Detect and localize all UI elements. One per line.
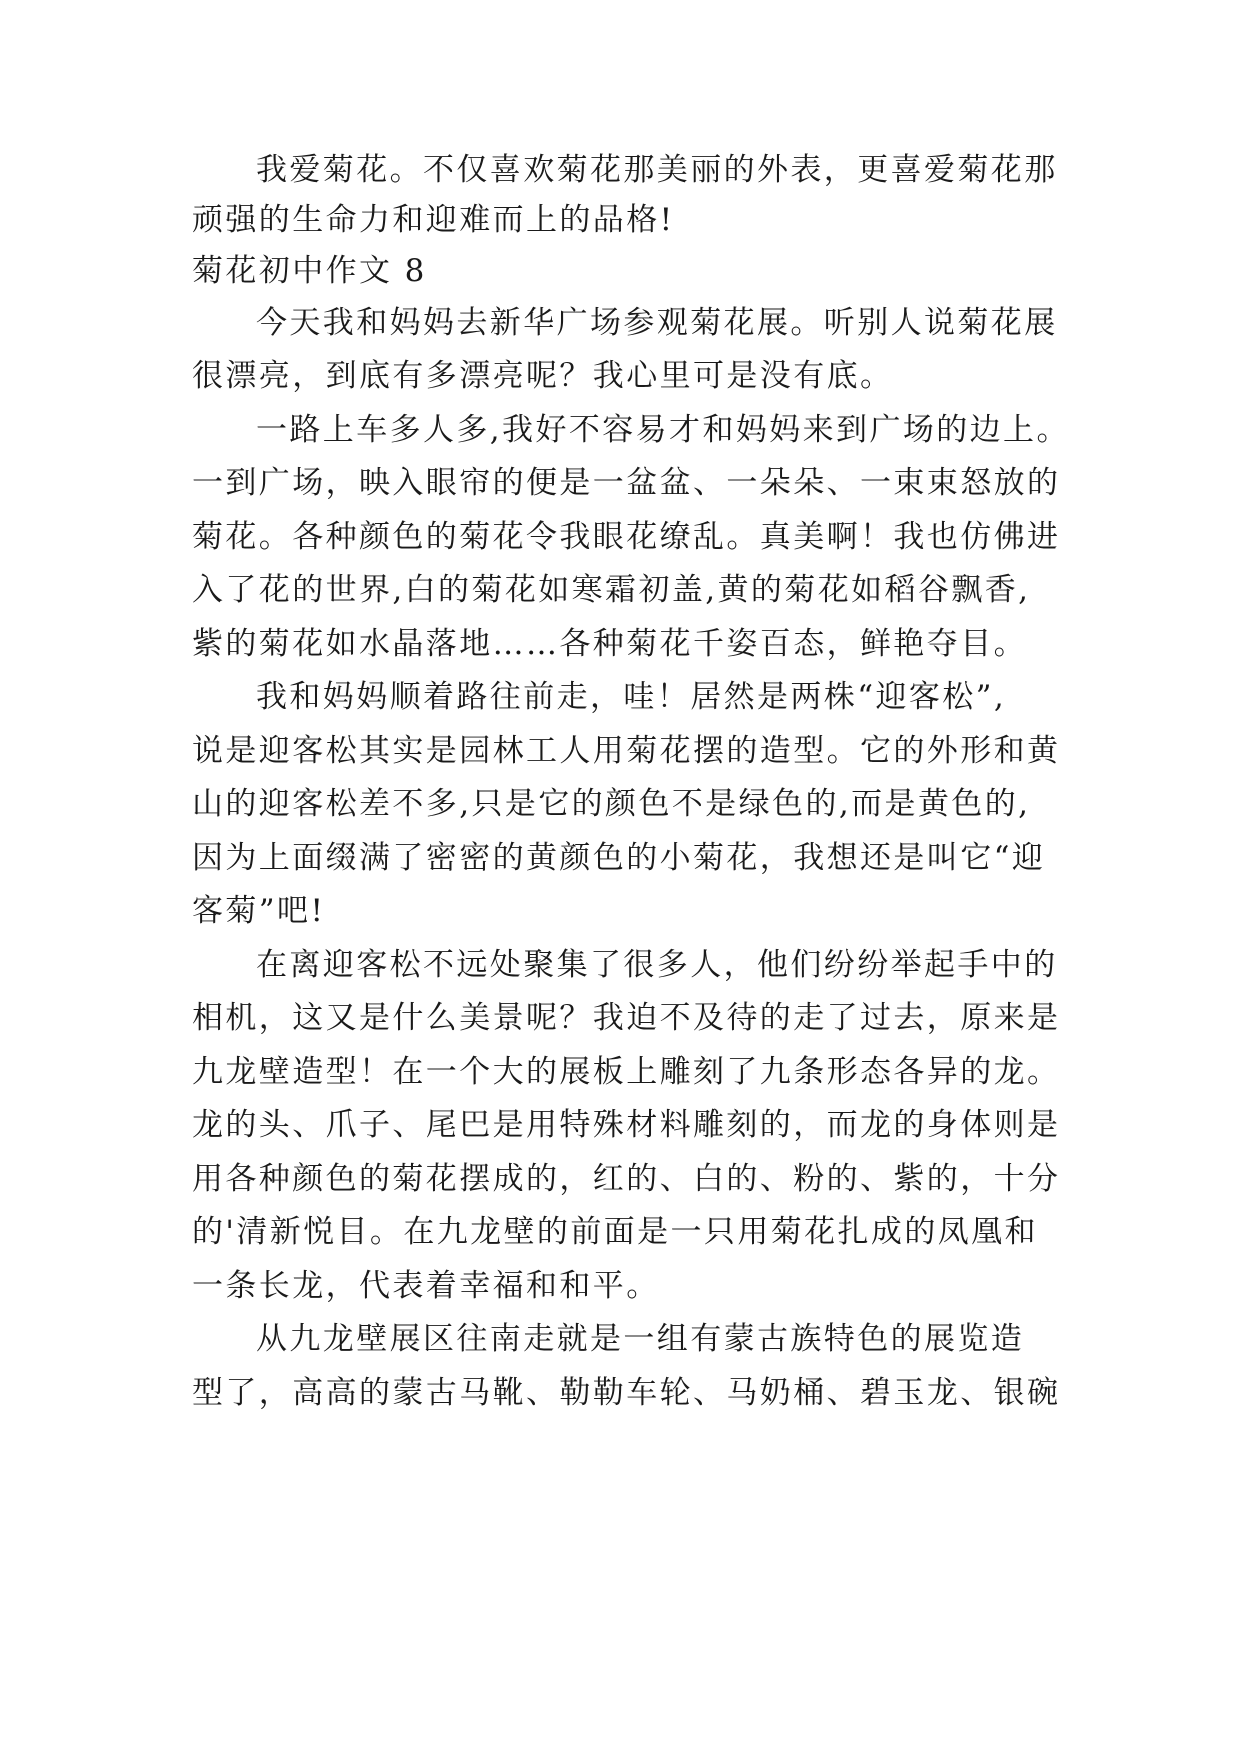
paragraph-line: 龙的头、爪子、尾巴是用特殊材料雕刻的，而龙的身体则是: [192, 1107, 1061, 1143]
paragraph-line: 九龙壁造型！在一个大的展板上雕刻了九条形态各异的龙。: [192, 1054, 1061, 1090]
paragraph-line: 的'清新悦目。在九龙壁的前面是一只用菊花扎成的凤凰和: [192, 1214, 1038, 1250]
paragraph-line: 顽强的生命力和迎难而上的品格!: [192, 202, 675, 238]
paragraph-line: 型了，高高的蒙古马靴、勒勒车轮、马奶桶、碧玉龙、银碗: [192, 1375, 1061, 1411]
section-heading: 菊花初中作文 8: [192, 253, 427, 289]
paragraph-line: 菊花。各种颜色的菊花令我眼花缭乱。真美啊！我也仿佛进: [192, 519, 1061, 555]
paragraph-line: 相机，这又是什么美景呢？我迫不及待的走了过去，原来是: [192, 1000, 1061, 1036]
paragraph-line: 入了花的世界,白的菊花如寒霜初盖,黄的菊花如稻谷飘香,: [192, 572, 1031, 608]
paragraph-line: 很漂亮，到底有多漂亮呢？我心里可是没有底。: [192, 358, 894, 394]
paragraph-line: 用各种颜色的菊花摆成的，红的、白的、粉的、紫的，十分: [192, 1161, 1061, 1197]
paragraph-line: 我爱菊花。不仅喜欢菊花那美丽的外表，更喜爱菊花那: [256, 152, 1058, 188]
paragraph-line: 一路上车多人多,我好不容易才和妈妈来到广场的边上。: [256, 412, 1070, 448]
paragraph-line: 在离迎客松不远处聚集了很多人，他们纷纷举起手中的: [256, 947, 1058, 983]
paragraph-line: 我和妈妈顺着路往前走，哇！居然是两株“迎客松”,: [256, 679, 1007, 715]
paragraph-line: 一到广场，映入眼帘的便是一盆盆、一朵朵、一束束怒放的: [192, 465, 1061, 501]
paragraph-line: 一条长龙，代表着幸福和和平。: [192, 1268, 660, 1304]
paragraph-line: 紫的菊花如水晶落地……各种菊花千姿百态，鲜艳夺目。: [192, 626, 1027, 662]
paragraph-line: 客菊”吧!: [192, 893, 326, 929]
paragraph-line: 说是迎客松其实是园林工人用菊花摆的造型。它的外形和黄: [192, 733, 1061, 769]
paragraph-line: 从九龙壁展区往南走就是一组有蒙古族特色的展览造: [256, 1321, 1025, 1357]
paragraph-line: 因为上面缀满了密密的黄颜色的小菊花，我想还是叫它“迎: [192, 840, 1046, 876]
paragraph-line: 山的迎客松差不多,只是它的颜色不是绿色的,而是黄色的,: [192, 786, 1031, 822]
paragraph-line: 今天我和妈妈去新华广场参观菊花展。听别人说菊花展: [256, 305, 1058, 341]
